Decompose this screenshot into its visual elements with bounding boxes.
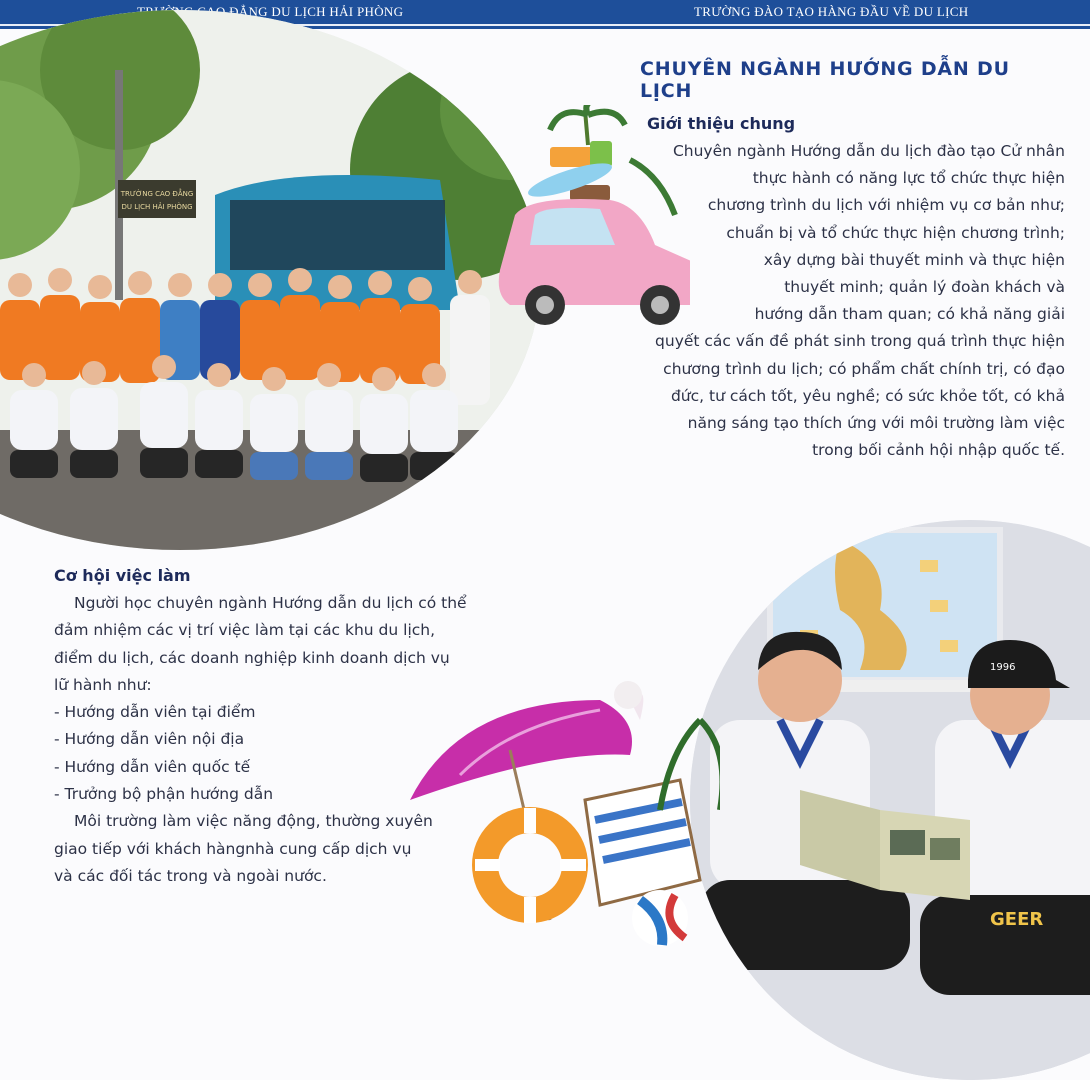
jobs-intro-line: lữ hành như: bbox=[54, 675, 152, 694]
intro-line: quyết các vấn đề phát sinh trong quá trình thực hiện bbox=[655, 332, 1065, 351]
cap-text: 1996 bbox=[990, 662, 1016, 673]
intro-line: chuẩn bị và tổ chức thực hiện chương trình; bbox=[726, 223, 1065, 242]
jobs-closing-line: Môi trường làm việc năng động, thường xuyên bbox=[74, 812, 433, 831]
job-list-item: - Hướng dẫn viên nội địa bbox=[54, 730, 245, 749]
jobs-intro-line: Người học chuyên ngành Hướng dẫn du lịch có thể bbox=[74, 594, 467, 612]
intro-paragraph bbox=[540, 138, 1065, 464]
students-photo bbox=[690, 520, 1090, 1080]
jobs-closing-line: và các đối tác trong và ngoài nước. bbox=[54, 866, 327, 885]
jobs-intro-line: đảm nhiệm các vị trí việc làm tại các khu du lịch, bbox=[54, 621, 436, 640]
intro-line: trong bối cảnh hội nhập quốc tế. bbox=[812, 441, 1065, 460]
intro-heading: Giới thiệu chung bbox=[647, 114, 796, 133]
sign-text-1: TRƯỜNG CAO ĐẲNG bbox=[120, 190, 194, 198]
intro-line: chương trình du lịch; có phẩm chất chính trị, có đạo bbox=[663, 359, 1065, 378]
intro-line: Chuyên ngành Hướng dẫn du lịch đào tạo Cử nhân bbox=[672, 142, 1065, 160]
intro-line: năng sáng tạo thích ứng với môi trường làm việc bbox=[687, 414, 1065, 433]
intro-line: đức, tư cách tốt, yêu nghề; có sức khỏe tốt, có khả bbox=[670, 386, 1065, 405]
group-photo bbox=[0, 10, 540, 550]
beach-illustration bbox=[400, 680, 720, 950]
intro-line: thực hành có năng lực tổ chức thực hiện bbox=[752, 169, 1065, 188]
job-list-item: - Hướng dẫn viên tại điểm bbox=[54, 703, 256, 722]
job-list-item: - Trưởng bộ phận hướng dẫn bbox=[54, 785, 274, 804]
jobs-closing-line: giao tiếp với khách hàngnhà cung cấp dịch vụ bbox=[54, 839, 412, 858]
page-title: CHUYÊN NGÀNH HƯỚNG DẪN DU LỊCH bbox=[640, 58, 1010, 102]
intro-line: chương trình du lịch với nhiệm vụ cơ bản như; bbox=[707, 196, 1065, 215]
jobs-heading: Cơ hội việc làm bbox=[54, 566, 191, 585]
intro-line: thuyết minh; quản lý đoàn khách và bbox=[784, 278, 1065, 297]
pants-text: GEER bbox=[990, 909, 1044, 930]
job-list-item: - Hướng dẫn viên quốc tế bbox=[54, 757, 251, 776]
jobs-intro-line: điểm du lịch, các doanh nghiệp kinh doanh dịch vụ bbox=[54, 648, 450, 667]
intro-line: xây dựng bài thuyết minh và thực hiện bbox=[763, 250, 1065, 269]
intro-line: hướng dẫn tham quan; có khả năng giải bbox=[754, 305, 1065, 324]
sign-text-2: DU LỊCH HẢI PHÒNG bbox=[121, 203, 193, 211]
header-slogan: TRƯỜNG ĐÀO TẠO HÀNG ĐẦU VỀ DU LỊCH bbox=[694, 4, 969, 19]
